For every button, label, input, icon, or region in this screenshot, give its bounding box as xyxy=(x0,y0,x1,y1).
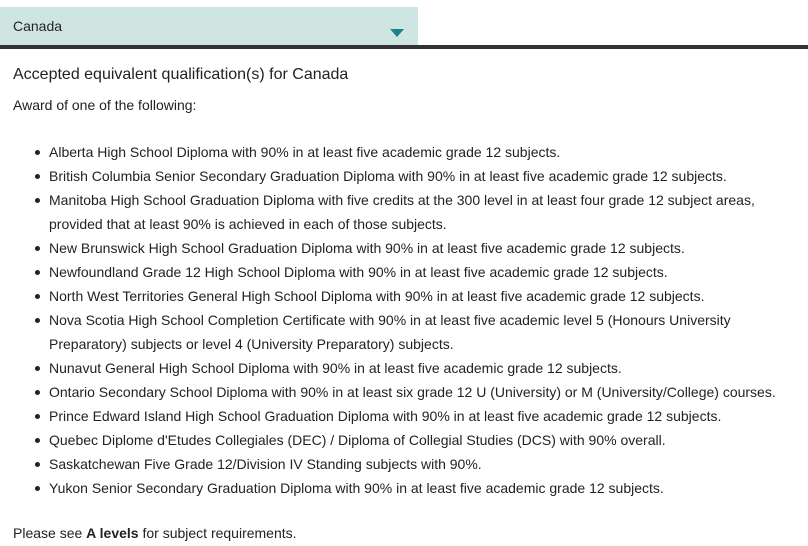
list-item: British Columbia Senior Secondary Graduation Diploma with 90% in at least five academic grade 12 subjects. xyxy=(49,164,805,188)
section-divider xyxy=(0,45,808,49)
list-item: New Brunswick High School Graduation Diploma with 90% in at least five academic grade 12 subjects. xyxy=(49,236,805,260)
list-item: Prince Edward Island High School Graduation Diploma with 90% in at least five academic grade 12 subjects. xyxy=(49,404,805,428)
qualifications-list xyxy=(49,140,805,500)
a-levels-link[interactable]: A levels xyxy=(86,525,139,541)
list-item: Ontario Secondary School Diploma with 90% in at least six grade 12 U (University) or M (University/College) courses. xyxy=(49,380,805,404)
subject-requirements-note xyxy=(13,525,297,541)
list-item: Alberta High School Diploma with 90% in at least five academic grade 12 subjects. xyxy=(49,140,805,164)
country-select[interactable] xyxy=(0,7,418,45)
list-item: Nova Scotia High School Completion Certificate with 90% in at least five academic level 5 (Honours University Preparatory) subjects or level 4 (University Preparatory) subjects. xyxy=(49,308,805,356)
caret-down-icon[interactable] xyxy=(390,29,404,37)
list-item: Nunavut General High School Diploma with 90% in at least five academic grade 12 subjects. xyxy=(49,356,805,380)
list-item: Saskatchewan Five Grade 12/Division IV Standing subjects with 90%. xyxy=(49,452,805,476)
footer-text-after: for subject requirements. xyxy=(138,525,297,541)
qualifications-heading: Accepted equivalent qualification(s) for Canada xyxy=(13,66,349,83)
list-item: Yukon Senior Secondary Graduation Diploma with 90% in at least five academic grade 12 subjects. xyxy=(49,476,805,500)
country-select-value: Canada xyxy=(13,18,63,34)
qualifications-intro: Award of one of the following: xyxy=(13,97,197,113)
list-item: Quebec Diplome d'Etudes Collegiales (DEC) / Diploma of Collegial Studies (DCS) with 90% overall. xyxy=(49,428,805,452)
footer-text-before: Please see xyxy=(13,525,87,541)
list-item: Newfoundland Grade 12 High School Diploma with 90% in at least five academic grade 12 subjects. xyxy=(49,260,805,284)
list-item: North West Territories General High School Diploma with 90% in at least five academic grade 12 subjects. xyxy=(49,284,805,308)
list-item: Manitoba High School Graduation Diploma with five credits at the 300 level in at least four grade 12 subject areas, provided that at least 90% is achieved in each of those subjects. xyxy=(49,188,805,236)
